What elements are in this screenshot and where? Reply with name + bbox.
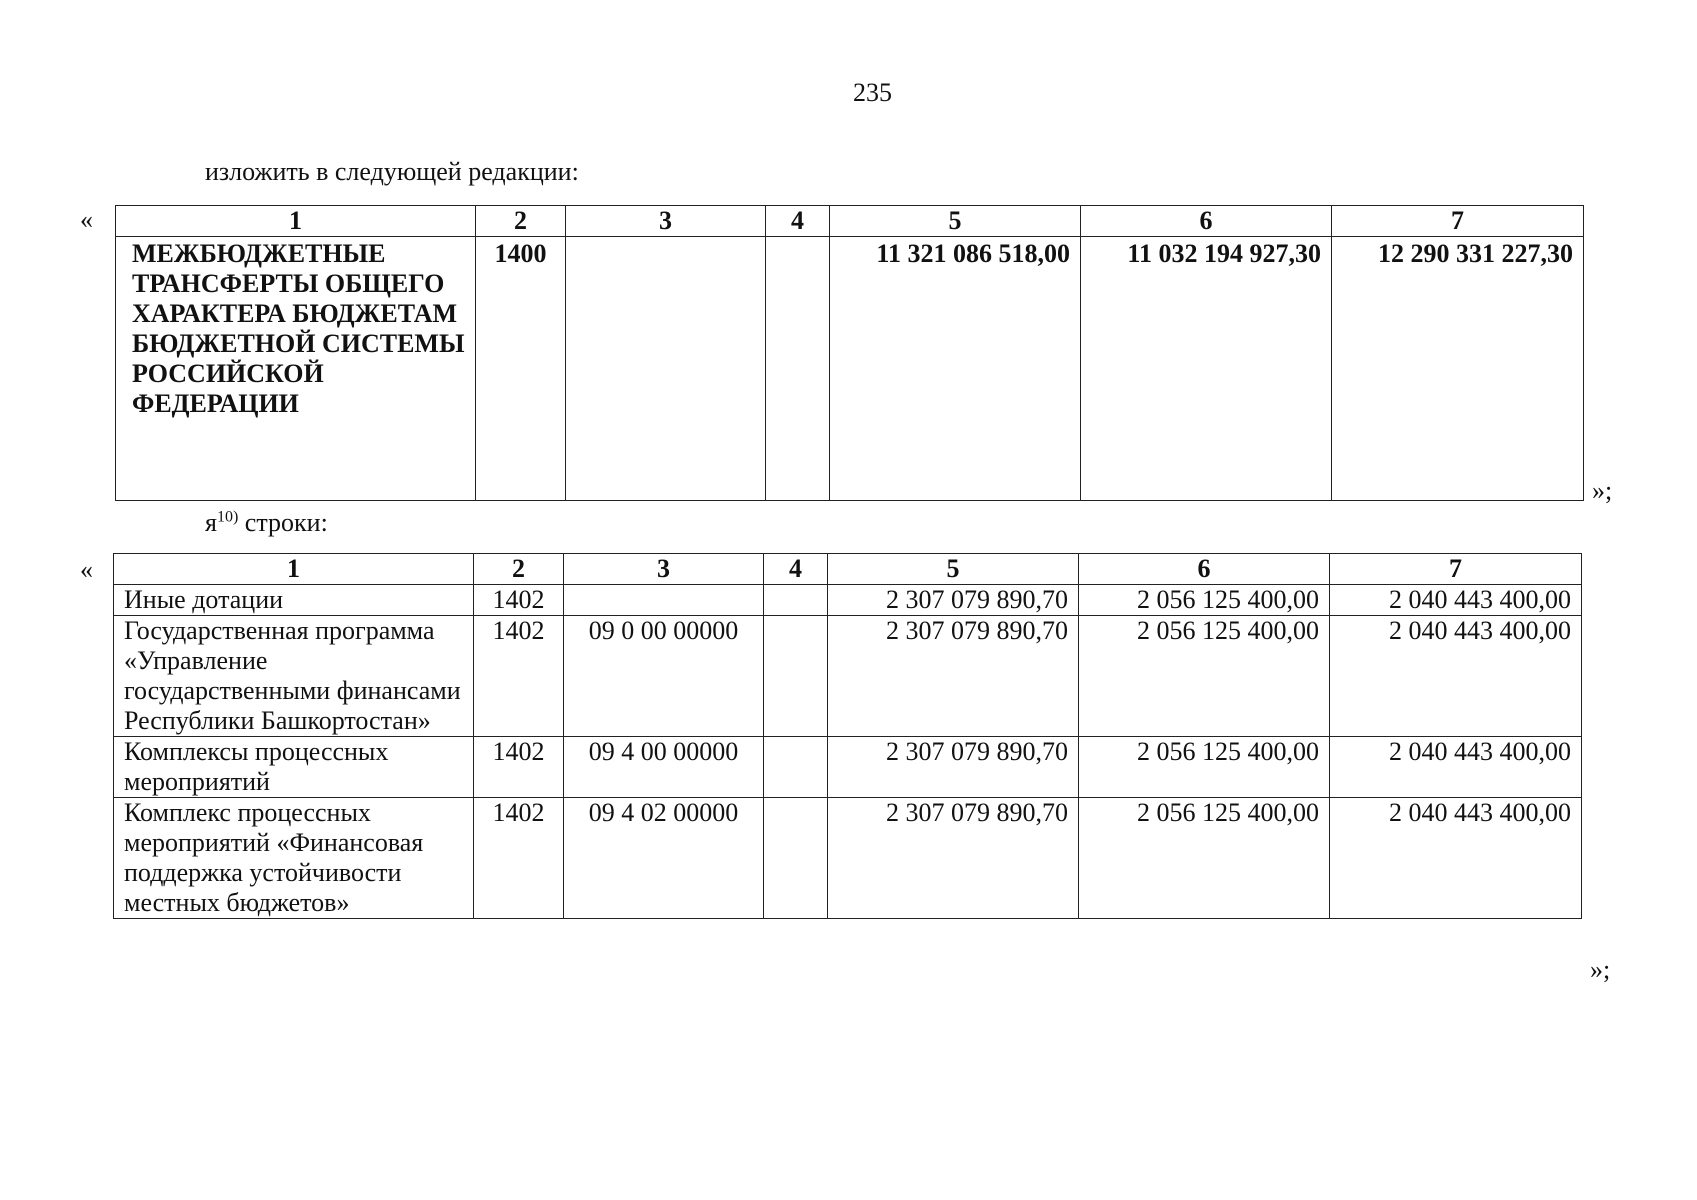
- amount-col6-cell: 2 056 125 400,00: [1079, 737, 1330, 798]
- target-code-cell: 09 4 02 00000: [564, 798, 764, 919]
- intro-paragraph: изложить в следующей редакции:: [205, 157, 579, 186]
- target-code-cell: 09 4 00 00000: [564, 737, 764, 798]
- amount-col5-cell: 2 307 079 890,70: [828, 585, 1079, 616]
- table-2-header-cell: 2: [474, 554, 564, 585]
- closing-quote-2: »;: [1590, 955, 1611, 984]
- amount-col7-cell: 12 290 331 227,30: [1332, 237, 1584, 501]
- table-2-header-cell: 7: [1330, 554, 1582, 585]
- row-name-cell: МЕЖБЮДЖЕТНЫЕ ТРАНСФЕРТЫ ОБЩЕГО ХАРАКТЕРА БЮДЖЕТАМ БЮДЖЕТНОЙ СИСТЕМЫ РОССИЙСКОЙ ФЕДЕРАЦИИ: [116, 237, 476, 501]
- target-code-cell: [566, 237, 766, 501]
- table-2-header-cell: 4: [764, 554, 828, 585]
- table-row: [114, 585, 1582, 616]
- amount-col5-cell: 2 307 079 890,70: [828, 737, 1079, 798]
- amount-col7-cell: 2 040 443 400,00: [1330, 616, 1582, 737]
- table-row: [116, 237, 1584, 501]
- amount-col5-cell: 2 307 079 890,70: [828, 798, 1079, 919]
- table-1-header-cell: 7: [1332, 206, 1584, 237]
- table-1-header-row: [116, 206, 1584, 237]
- page-number: 235: [853, 78, 892, 107]
- expense-type-cell: [764, 585, 828, 616]
- amount-col6-cell: 11 032 194 927,30: [1081, 237, 1332, 501]
- opening-quote-1: «: [80, 205, 93, 234]
- table-1-header-cell: 1: [116, 206, 476, 237]
- table-1-header-cell: 5: [830, 206, 1081, 237]
- section-code-cell: 1402: [474, 737, 564, 798]
- expense-type-cell: [764, 616, 828, 737]
- table-2-header-cell: 6: [1079, 554, 1330, 585]
- table-1-header-cell: 6: [1081, 206, 1332, 237]
- table-2-header-row: [114, 554, 1582, 585]
- table-1-header-cell: 2: [476, 206, 566, 237]
- item-label-text: строки:: [238, 508, 328, 537]
- closing-quote-1: »;: [1592, 476, 1613, 505]
- amount-col7-cell: 2 040 443 400,00: [1330, 737, 1582, 798]
- row-name-cell: Государственная программа «Управление государственными финансами Республики Башкортостан»: [114, 616, 474, 737]
- amount-col6-cell: 2 056 125 400,00: [1079, 585, 1330, 616]
- row-name-cell: Иные дотации: [114, 585, 474, 616]
- table-row: [114, 616, 1582, 737]
- section-code-cell: 1402: [474, 616, 564, 737]
- target-code-cell: [564, 585, 764, 616]
- amount-col5-cell: 2 307 079 890,70: [828, 616, 1079, 737]
- item-label-superscript: 10): [216, 508, 239, 526]
- amount-col6-cell: 2 056 125 400,00: [1079, 616, 1330, 737]
- table-row: [114, 798, 1582, 919]
- amount-col5-cell: 11 321 086 518,00: [830, 237, 1081, 501]
- row-name-cell: Комплексы процессных мероприятий: [114, 737, 474, 798]
- table-1: [115, 205, 1584, 501]
- table-1-header-cell: 4: [766, 206, 830, 237]
- table-2-header-cell: 5: [828, 554, 1079, 585]
- section-code-cell: 1402: [474, 798, 564, 919]
- amount-col7-cell: 2 040 443 400,00: [1330, 585, 1582, 616]
- table-2-header-cell: 3: [564, 554, 764, 585]
- section-code-cell: 1400: [476, 237, 566, 501]
- section-code-cell: 1402: [474, 585, 564, 616]
- amount-col6-cell: 2 056 125 400,00: [1079, 798, 1330, 919]
- amount-col7-cell: 2 040 443 400,00: [1330, 798, 1582, 919]
- table-2-header-cell: 1: [114, 554, 474, 585]
- expense-type-cell: [764, 798, 828, 919]
- expense-type-cell: [766, 237, 830, 501]
- table-row: [114, 737, 1582, 798]
- expense-type-cell: [764, 737, 828, 798]
- table-2: [113, 553, 1582, 919]
- item-label-paragraph: [205, 508, 328, 538]
- opening-quote-2: «: [80, 555, 93, 584]
- table-1-header-cell: 3: [566, 206, 766, 237]
- target-code-cell: 09 0 00 00000: [564, 616, 764, 737]
- item-label-prefix: я: [205, 508, 217, 537]
- row-name-cell: Комплекс процессных мероприятий «Финансовая поддержка устойчивости местных бюджетов»: [114, 798, 474, 919]
